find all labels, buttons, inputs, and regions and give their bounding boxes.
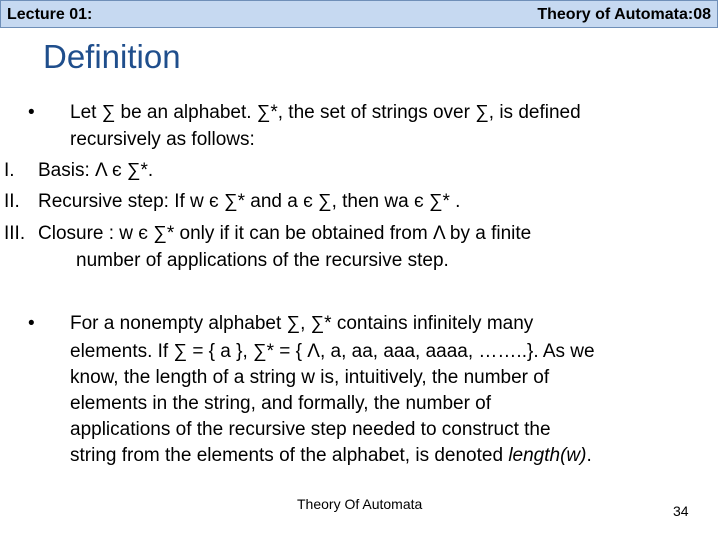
- basis-line: Basis: Λ є ∑*.: [38, 160, 154, 181]
- list-marker: III.: [4, 223, 26, 244]
- section2-line: elements in the string, and formally, the number of: [70, 393, 492, 414]
- list-marker: I.: [4, 160, 15, 181]
- recursive-step-line: Recursive step: If w є ∑* and a є ∑, then wa є ∑* .: [38, 191, 461, 212]
- closure-line2: number of applications of the recursive step.: [76, 250, 449, 271]
- length-function: length(w): [508, 445, 587, 466]
- section2-line: applications of the recursive step needed to construct the: [70, 419, 551, 440]
- section2-last-line: [70, 445, 592, 467]
- section2-line: For a nonempty alphabet ∑, ∑* contains infinitely many: [70, 313, 534, 334]
- section2-last-text: string from the elements of the alphabet, is denoted: [70, 445, 509, 466]
- bullet-marker: •: [28, 102, 35, 123]
- slide-title: Definition: [43, 38, 181, 75]
- period: .: [586, 445, 592, 466]
- section1-line1: Let ∑ be an alphabet. ∑*, the set of strings over ∑, is defined: [70, 102, 581, 123]
- section2-line: know, the length of a string w is, intuitively, the number of: [70, 367, 550, 388]
- list-marker: II.: [4, 191, 20, 212]
- bullet-marker: •: [28, 313, 35, 334]
- closure-line1: Closure : w є ∑* only if it can be obtained from Λ by a finite: [38, 223, 532, 244]
- course-label: Theory of Automata:08: [537, 6, 711, 23]
- footer-title: Theory Of Automata: [297, 496, 423, 512]
- lecture-label: Lecture 01:: [7, 6, 93, 23]
- section1-line2: recursively as follows:: [70, 129, 255, 150]
- page-number: 34: [673, 503, 689, 519]
- section2-line: elements. If ∑ = { a }, ∑* = { Λ, a, aa, aaa, aaaa, ……..}. As we: [70, 341, 595, 362]
